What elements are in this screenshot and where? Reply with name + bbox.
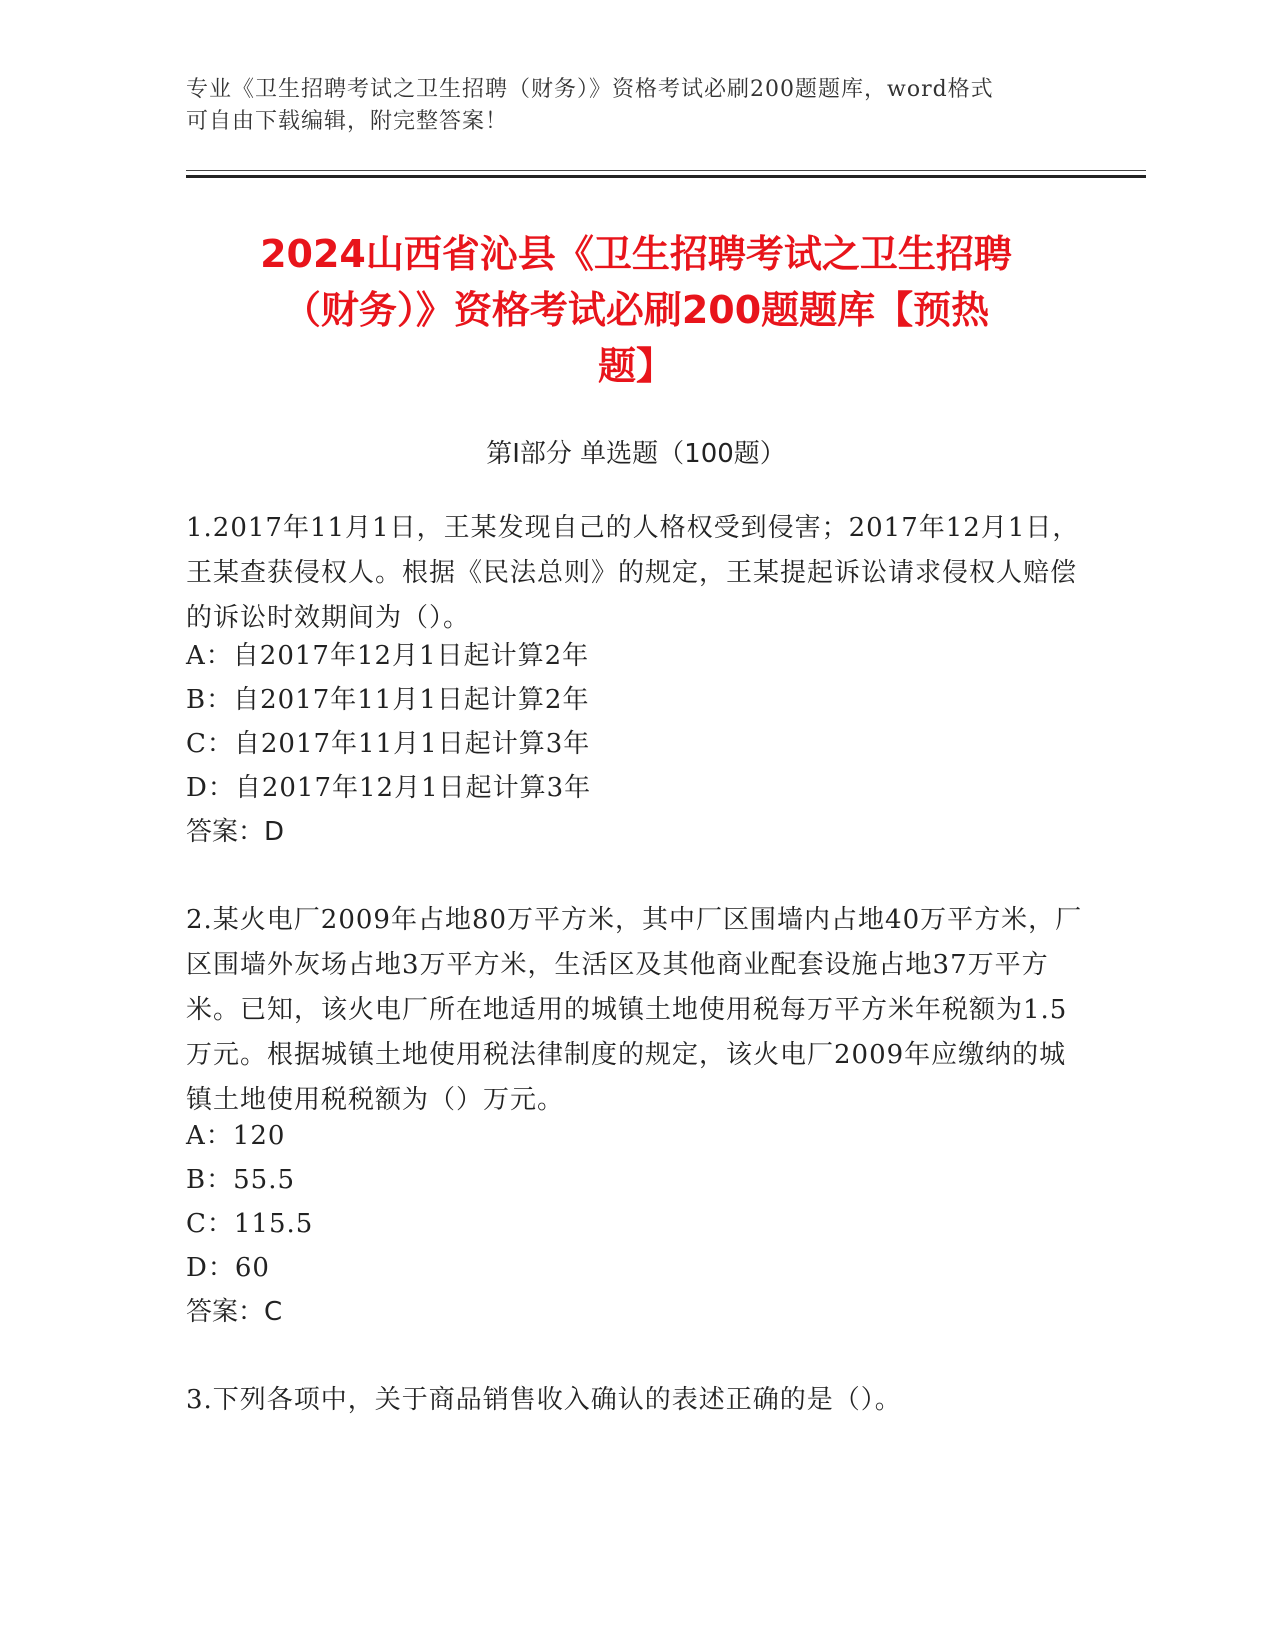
header-note (186, 74, 1066, 138)
question-2-option-b: B：55.5 (186, 1165, 295, 1195)
header-divider-thick (186, 175, 1146, 178)
section-title: 第Ⅰ部分 单选题（100题） (486, 439, 786, 469)
question-1-option-d: D：自2017年12月1日起计算3年 (186, 773, 592, 803)
question-2-option-d: D：60 (186, 1253, 270, 1283)
header-note-line-2: 可自由下载编辑，附完整答案！ (186, 109, 509, 134)
question-1-option-a: A：自2017年12月1日起计算2年 (186, 641, 590, 671)
question-2-text: 2.某火电厂2009年占地80万平方米，其中厂区围墙内占地40万平方米，厂区围墙外灰场占地3万平方米，生活区及其他商业配套设施占地37万平方米。已知，该火电厂所在地适用的城镇土地使用税每万平方米年税额为1.5万元。根据城镇土地使用税法律制度的规定，该火电厂2009年应缴纳的城镇土地使用税税额为（）万元。 (186, 905, 1083, 1115)
question-1-option-b: B：自2017年11月1日起计算2年 (186, 685, 590, 715)
question-1-text: 1.2017年11月1日，王某发现自己的人格权受到侵害；2017年12月1日，王某查获侵权人。根据《民法总则》的规定，王某提起诉讼请求侵权人赔偿的诉讼时效期间为（）。 (186, 513, 1080, 633)
question-1-answer: 答案：D (186, 817, 285, 847)
document-title (186, 226, 1086, 394)
document-title-line-2: （财务）》资格考试必刷200题题库【预热 (282, 288, 990, 332)
header-divider-thin (186, 170, 1146, 171)
question-2-answer: 答案：C (186, 1297, 283, 1327)
document-title-line-1: 2024山西省沁县《卫生招聘考试之卫生招聘 (260, 232, 1012, 276)
question-2-option-a: A：120 (186, 1121, 286, 1151)
header-note-line-1: 专业《卫生招聘考试之卫生招聘（财务）》资格考试必刷200题题库，word格式 (186, 77, 994, 102)
question-1-option-c: C：自2017年11月1日起计算3年 (186, 729, 591, 759)
question-2-option-c: C：115.5 (186, 1209, 314, 1239)
question-3-text: 3.下列各项中，关于商品销售收入确认的表述正确的是（）。 (186, 1385, 902, 1415)
document-title-line-3: 题】 (597, 344, 674, 388)
